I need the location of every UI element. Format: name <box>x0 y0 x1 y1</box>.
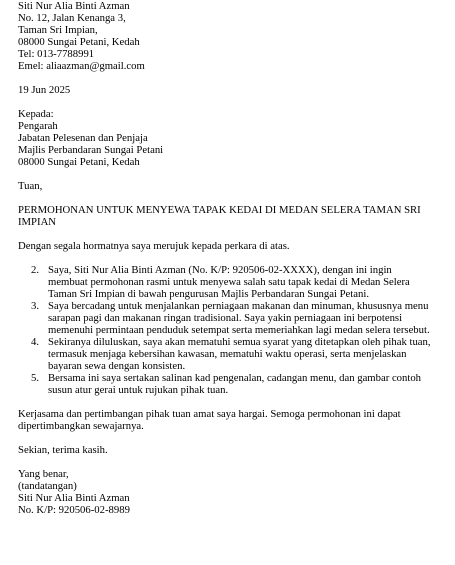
recipient-line: Majlis Perbandaran Sungai Petani <box>18 144 164 156</box>
subject-heading <box>18 204 452 228</box>
sender-name: Siti Nur Alia Binti Azman <box>18 0 130 12</box>
list-text-line: memenuhi permintaan penduduk setempat serta memeriahkan lagi medan selera tersebut. <box>48 324 430 336</box>
closing-paragraph <box>18 408 452 432</box>
sender-email: Emel: aliaazman@gmail.com <box>18 60 145 72</box>
list-text-line: membuat permohonan rasmi untuk menyewa salah satu tapak kedai di Medan Selera <box>48 276 410 288</box>
closing-line: dipertimbangkan sewajarnya. <box>18 420 144 432</box>
list-text-line: Bersama ini saya sertakan salinan kad pengenalan, cadangan menu, dan gambar contoh <box>48 372 422 384</box>
sender-block <box>18 0 452 72</box>
signer-name: Siti Nur Alia Binti Azman <box>18 492 130 504</box>
list-text-line: Sekiranya diluluskan, saya akan mematuhi semua syarat yang ditetapkan oleh pihak tuan, <box>48 336 431 348</box>
list-text-line: susun atur gerai untuk rujukan pihak tuan. <box>48 384 229 396</box>
intro-paragraph: Dengan segala hormatnya saya merujuk kepada perkara di atas. <box>18 240 290 252</box>
list-text-line: Taman Sri Impian di bawah pengurusan Majlis Perbandaran Sungai Petani. <box>48 288 369 300</box>
list-text-line: Saya bercadang untuk menjalankan perniagaan makanan dan minuman, khususnya menu <box>48 300 429 312</box>
list-item <box>18 372 452 396</box>
list-item <box>18 264 452 300</box>
signature-placeholder: (tandatangan) <box>18 480 77 492</box>
list-number: 2. <box>31 264 40 276</box>
list-number: 3. <box>31 300 40 312</box>
signature-block <box>18 468 452 516</box>
recipient-line: Pengarah <box>18 120 58 132</box>
list-item <box>18 300 452 336</box>
signer-id: No. K/P: 920506-02-8989 <box>18 504 130 516</box>
list-text-line: sarapan pagi dan makanan ringan tradisional. Saya yakin perniagaan ini berpotensi <box>48 312 403 324</box>
list-number: 5. <box>31 372 40 384</box>
sender-address-line: Taman Sri Impian, <box>18 24 98 36</box>
numbered-points <box>18 264 452 396</box>
letter-page <box>18 0 452 516</box>
recipient-line: Jabatan Pelesenan dan Penjaja <box>18 132 148 144</box>
sender-phone: Tel: 013-7788991 <box>18 48 95 60</box>
list-number: 4. <box>31 336 40 348</box>
sender-address-line: No. 12, Jalan Kenanga 3, <box>18 12 126 24</box>
thanks-line: Sekian, terima kasih. <box>18 444 108 456</box>
subject-line: PERMOHONAN UNTUK MENYEWA TAPAK KEDAI DI MEDAN SELERA TAMAN SRI <box>18 204 421 216</box>
recipient-block <box>18 108 452 168</box>
recipient-heading: Kepada: <box>18 108 54 120</box>
list-item <box>18 336 452 372</box>
signoff-line: Yang benar, <box>18 468 69 480</box>
sender-address-line: 08000 Sungai Petani, Kedah <box>18 36 140 48</box>
list-text-line: Saya, Siti Nur Alia Binti Azman (No. K/P: 920506-02-XXXX), dengan ini ingin <box>48 264 392 276</box>
salutation: Tuan, <box>18 180 43 192</box>
list-text-line: bayaran sewa dengan konsisten. <box>48 360 186 372</box>
letter-date: 19 Jun 2025 <box>18 84 71 96</box>
subject-line: IMPIAN <box>18 216 57 228</box>
closing-line: Kerjasama dan pertimbangan pihak tuan amat saya hargai. Semoga permohonan ini dapat <box>18 408 401 420</box>
list-text-line: termasuk menjaga kebersihan kawasan, mematuhi waktu operasi, serta menjelaskan <box>48 348 407 360</box>
recipient-line: 08000 Sungai Petani, Kedah <box>18 156 140 168</box>
